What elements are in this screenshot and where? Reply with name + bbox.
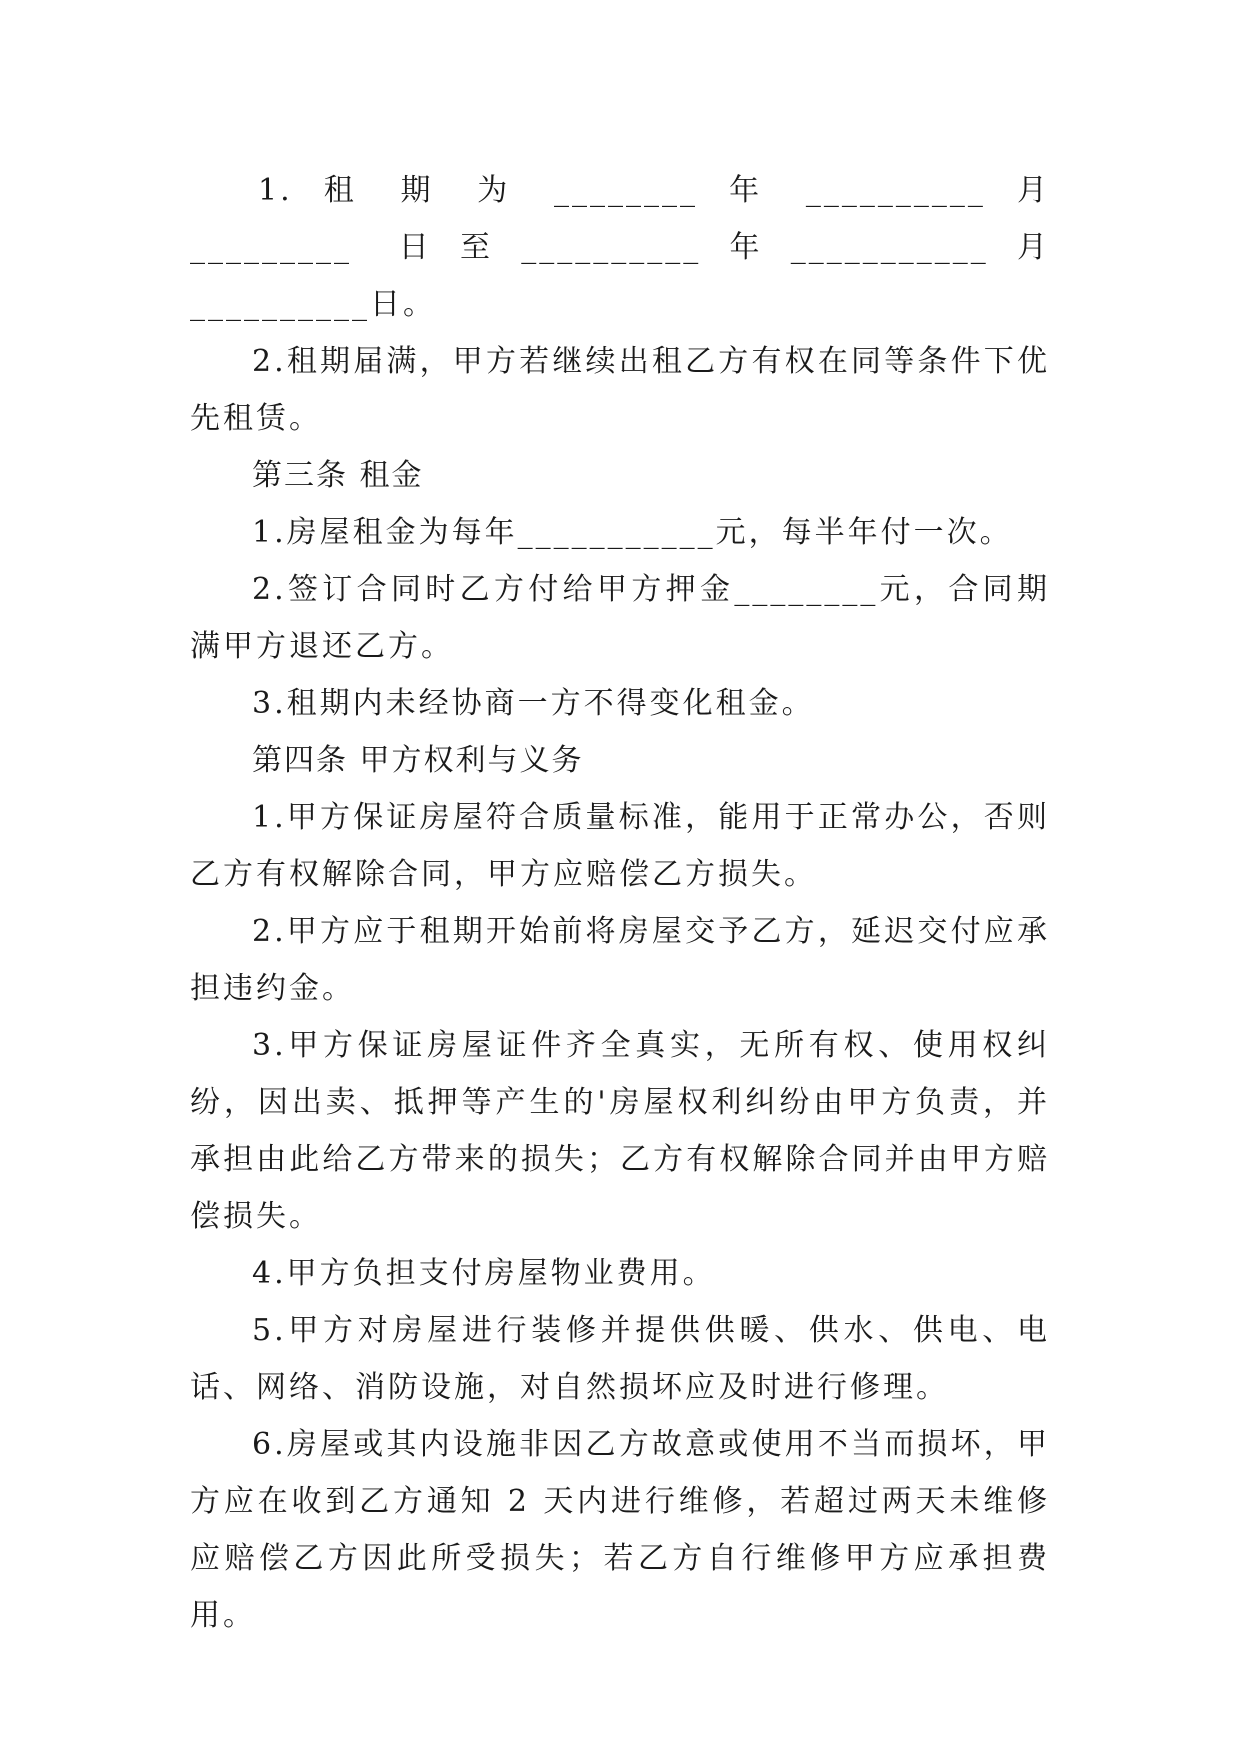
title-guarantee-clause: 3.甲方保证房屋证件齐全真实，无所有权、使用权纠纷，因出卖、抵押等产生的'房屋权利纠纷由甲方负责，并承担由此给乙方带来的损失；乙方有权解除合同并由甲方赔偿损失。 (190, 1028, 1050, 1234)
article-3-heading: 第三条 租金 (252, 458, 424, 493)
lease-term-clause: 1. 租 期 为 ________ 年 __________ 月 _________ 日至__________年___________月__________日。 (190, 173, 1050, 322)
document-body (190, 162, 1050, 1644)
quality-guarantee-clause: 1.甲方保证房屋符合质量标准，能用于正常办公，否则乙方有权解除合同，甲方应赔偿乙方损失。 (190, 800, 1050, 892)
delivery-clause: 2.甲方应于租期开始前将房屋交予乙方，延迟交付应承担违约金。 (190, 914, 1050, 1006)
rent-amount-clause: 1.房屋租金为每年___________元，每半年付一次。 (252, 515, 1013, 550)
article-4-heading: 第四条 甲方权利与义务 (252, 743, 584, 778)
rent-fixed-clause: 3.租期内未经协商一方不得变化租金。 (252, 686, 815, 721)
repair-clause: 6.房屋或其内设施非因乙方故意或使用不当而损坏，甲方应在收到乙方通知 2 天内进行维修，若超过两天未维修应赔偿乙方因此所受损失；若乙方自行维修甲方应承担费用。 (190, 1427, 1050, 1633)
property-fee-clause: 4.甲方负担支付房屋物业费用。 (252, 1256, 716, 1291)
facilities-clause: 5.甲方对房屋进行装修并提供供暖、供水、供电、电话、网络、消防设施，对自然损坏应及时进行修理。 (190, 1313, 1050, 1405)
renewal-priority-clause: 2.租期届满，甲方若继续出租乙方有权在同等条件下优先租赁。 (190, 344, 1050, 436)
deposit-clause: 2.签订合同时乙方付给甲方押金________元，合同期满甲方退还乙方。 (190, 572, 1050, 664)
